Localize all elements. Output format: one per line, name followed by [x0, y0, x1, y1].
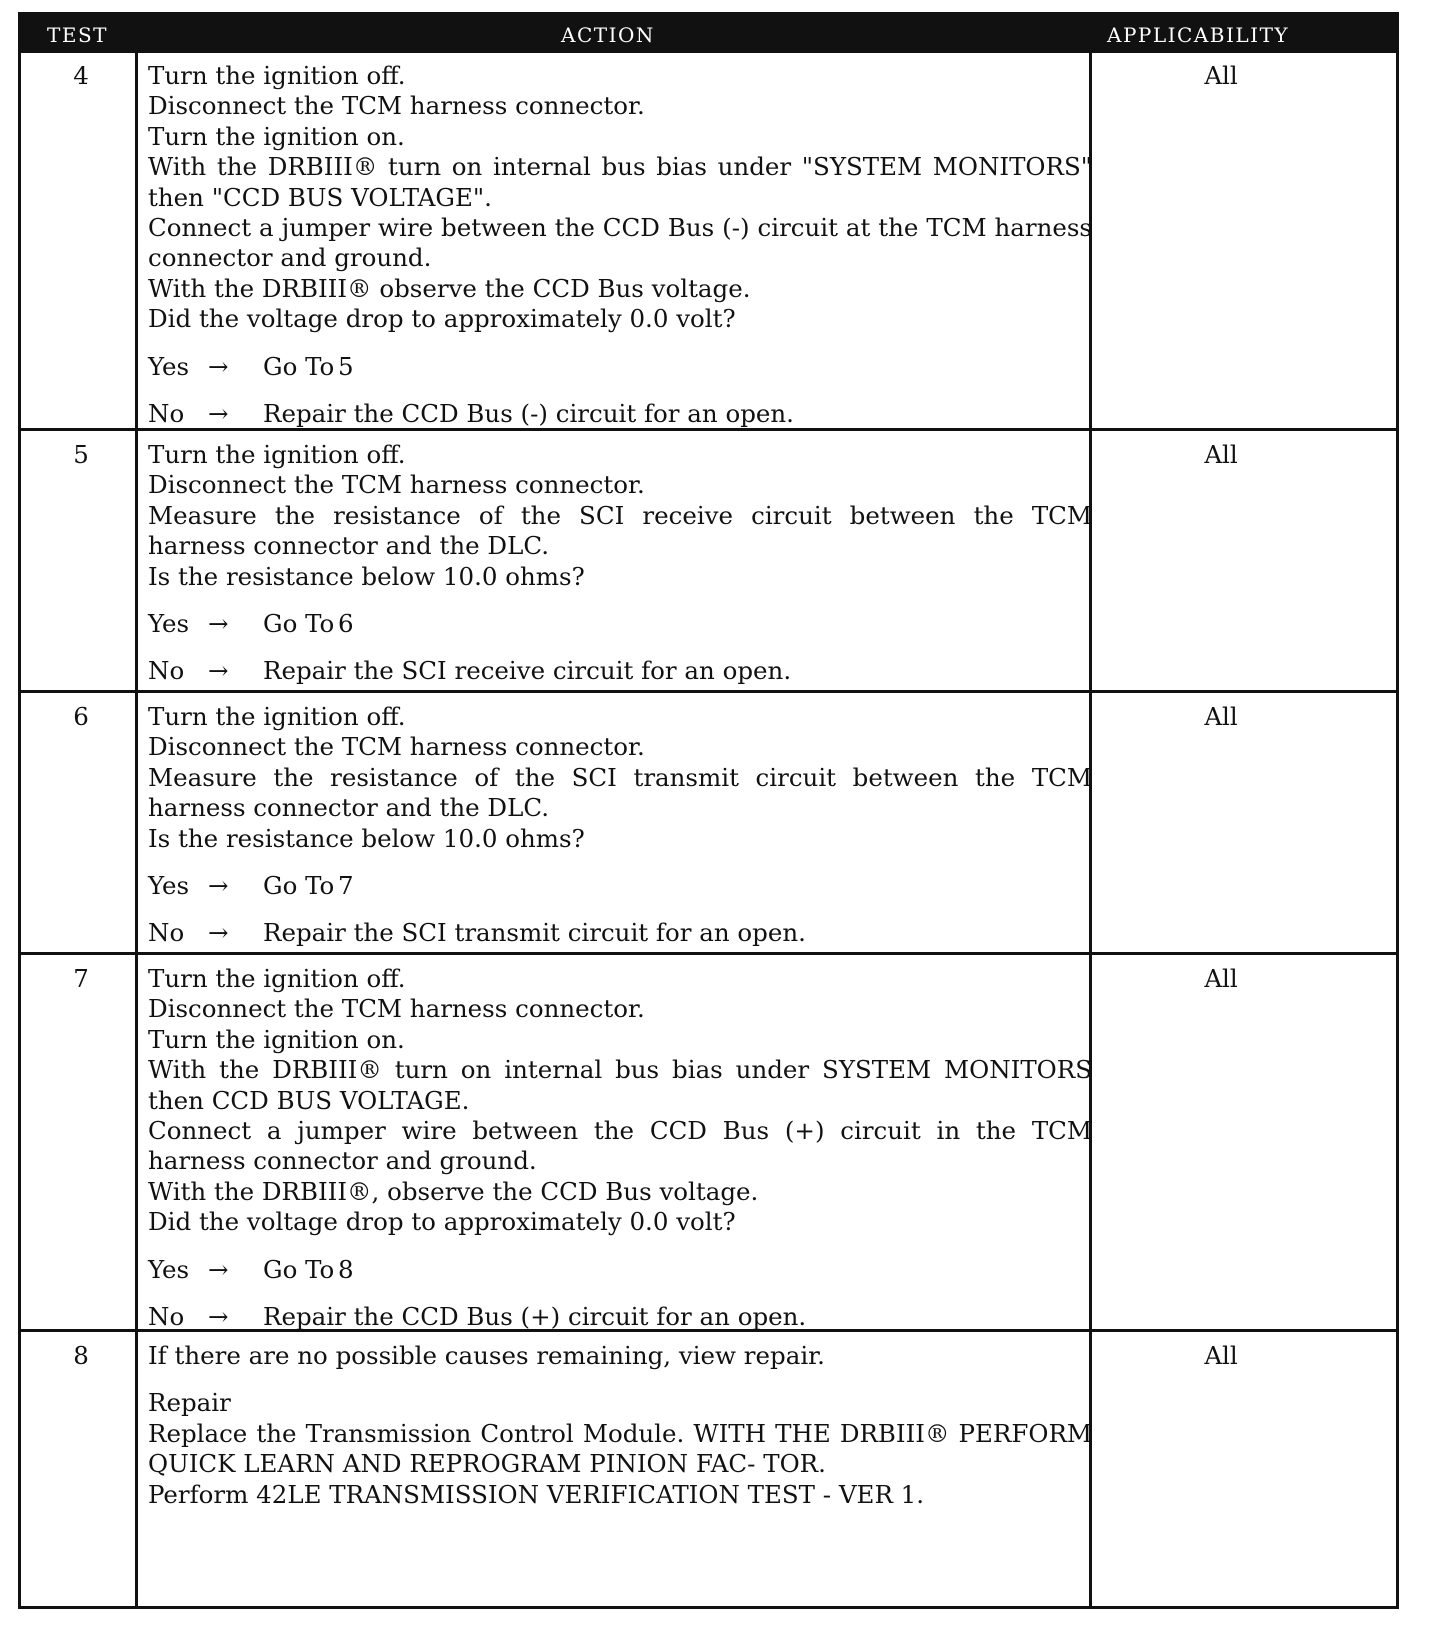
goto-target: 7: [338, 871, 354, 901]
test-number: 7: [73, 964, 89, 993]
step-text: Turn the ignition off.: [148, 61, 406, 90]
action-cell: [148, 440, 1092, 687]
step-text: Turn the ignition off.: [148, 702, 406, 731]
header-applicability: APPLICABILITY: [1107, 23, 1290, 47]
yes-label: Yes: [148, 1254, 190, 1284]
applicability-value: All: [1204, 964, 1238, 993]
applicability-value: All: [1204, 440, 1238, 469]
step-text: If there are no possible causes remaining, view repair.: [148, 1341, 825, 1370]
step-text: Is the resistance below 10.0 ohms?: [148, 823, 585, 853]
row-divider: [21, 952, 1396, 955]
no-action-text: Repair the CCD Bus (-) circuit for an open.: [263, 399, 794, 429]
applicability-value: All: [1204, 1341, 1238, 1370]
repair-text: Perform 42LE TRANSMISSION VERIFICATION TEST - VER 1.: [148, 1479, 925, 1509]
goto-target: 5: [338, 351, 354, 381]
no-label: No: [148, 1302, 185, 1332]
yes-label: Yes: [148, 609, 190, 639]
step-text: With the DRBIII® turn on internal bus bias under "SYSTEM MONITORS" then "CCD BUS VOLTAGE".: [148, 152, 1092, 212]
no-label: No: [148, 656, 185, 686]
step-text: Connect a jumper wire between the CCD Bus (-) circuit at the TCM harness connector and ground.: [148, 213, 1092, 273]
no-label: No: [148, 399, 185, 429]
yes-label: Yes: [148, 351, 190, 381]
table-header: [21, 15, 1396, 53]
step-text: Disconnect the TCM harness connector.: [148, 470, 645, 500]
step-text: With the DRBIII® turn on internal bus bias under SYSTEM MONITORS then CCD BUS VOLTAGE.: [148, 1055, 1092, 1115]
yes-branch: [148, 352, 1092, 382]
header-action: ACTION: [561, 23, 655, 47]
test-number: 6: [73, 702, 89, 731]
test-number: 8: [73, 1341, 89, 1370]
goto-target: 6: [338, 609, 354, 639]
yes-label: Yes: [148, 871, 190, 901]
goto-target: 8: [338, 1254, 354, 1284]
test-number: 5: [73, 440, 89, 469]
yes-branch: [148, 871, 1092, 901]
no-action-text: Repair the SCI transmit circuit for an open.: [263, 918, 806, 948]
arrow-icon: →: [208, 871, 229, 901]
step-text: Turn the ignition off.: [148, 964, 406, 993]
action-cell: [148, 964, 1092, 1332]
no-branch: [148, 399, 1092, 429]
yes-branch: [148, 609, 1092, 639]
no-action-text: Repair the CCD Bus (+) circuit for an open.: [263, 1302, 807, 1332]
step-text: Turn the ignition on.: [148, 1024, 405, 1054]
step-text: Turn the ignition on.: [148, 121, 405, 151]
goto-label: Go To: [263, 871, 335, 901]
goto-label: Go To: [263, 351, 335, 381]
step-text: Measure the resistance of the SCI transmit circuit between the TCM harness connector and the DLC.: [148, 762, 1092, 823]
arrow-icon: →: [208, 918, 229, 948]
step-text: Disconnect the TCM harness connector.: [148, 994, 645, 1024]
header-test: TEST: [47, 23, 108, 47]
arrow-icon: →: [208, 399, 229, 429]
goto-label: Go To: [263, 1254, 335, 1284]
step-text: Connect a jumper wire between the CCD Bus (+) circuit in the TCM harness connector and ground.: [148, 1116, 1092, 1176]
step-text: Turn the ignition off.: [148, 440, 406, 469]
arrow-icon: →: [208, 351, 229, 381]
step-text: With the DRBIII® observe the CCD Bus voltage.: [148, 273, 751, 303]
action-cell: [148, 61, 1092, 429]
applicability-value: All: [1204, 61, 1238, 90]
test-number: 4: [73, 61, 89, 90]
no-branch: [148, 918, 1092, 948]
repair-label: Repair: [148, 1388, 231, 1418]
step-text: Disconnect the TCM harness connector.: [148, 732, 645, 762]
step-text: Is the resistance below 10.0 ohms?: [148, 561, 585, 591]
step-text: Did the voltage drop to approximately 0.0 volt?: [148, 1207, 736, 1237]
goto-label: Go To: [263, 609, 335, 639]
arrow-icon: →: [208, 1302, 229, 1332]
action-cell: [148, 702, 1092, 949]
no-branch: [148, 656, 1092, 686]
yes-branch: [148, 1255, 1092, 1285]
step-text: Disconnect the TCM harness connector.: [148, 91, 645, 121]
repair-text: Replace the Transmission Control Module. WITH THE DRBIII® PERFORM QUICK LEARN AND REPROGRAM PINION FAC- TOR.: [148, 1418, 1092, 1479]
no-branch: [148, 1302, 1092, 1332]
arrow-icon: →: [208, 1254, 229, 1284]
applicability-value: All: [1204, 702, 1238, 731]
no-label: No: [148, 918, 185, 948]
no-action-text: Repair the SCI receive circuit for an open.: [263, 656, 792, 686]
step-text: Did the voltage drop to approximately 0.0 volt?: [148, 304, 736, 334]
step-text: Measure the resistance of the SCI receive circuit between the TCM harness connector and the DLC.: [148, 500, 1092, 561]
step-text: With the DRBIII®, observe the CCD Bus voltage.: [148, 1176, 759, 1206]
arrow-icon: →: [208, 656, 229, 686]
action-cell: [148, 1341, 1092, 1510]
arrow-icon: →: [208, 609, 229, 639]
diagnostic-table: [18, 12, 1399, 1609]
row-divider: [21, 690, 1396, 693]
